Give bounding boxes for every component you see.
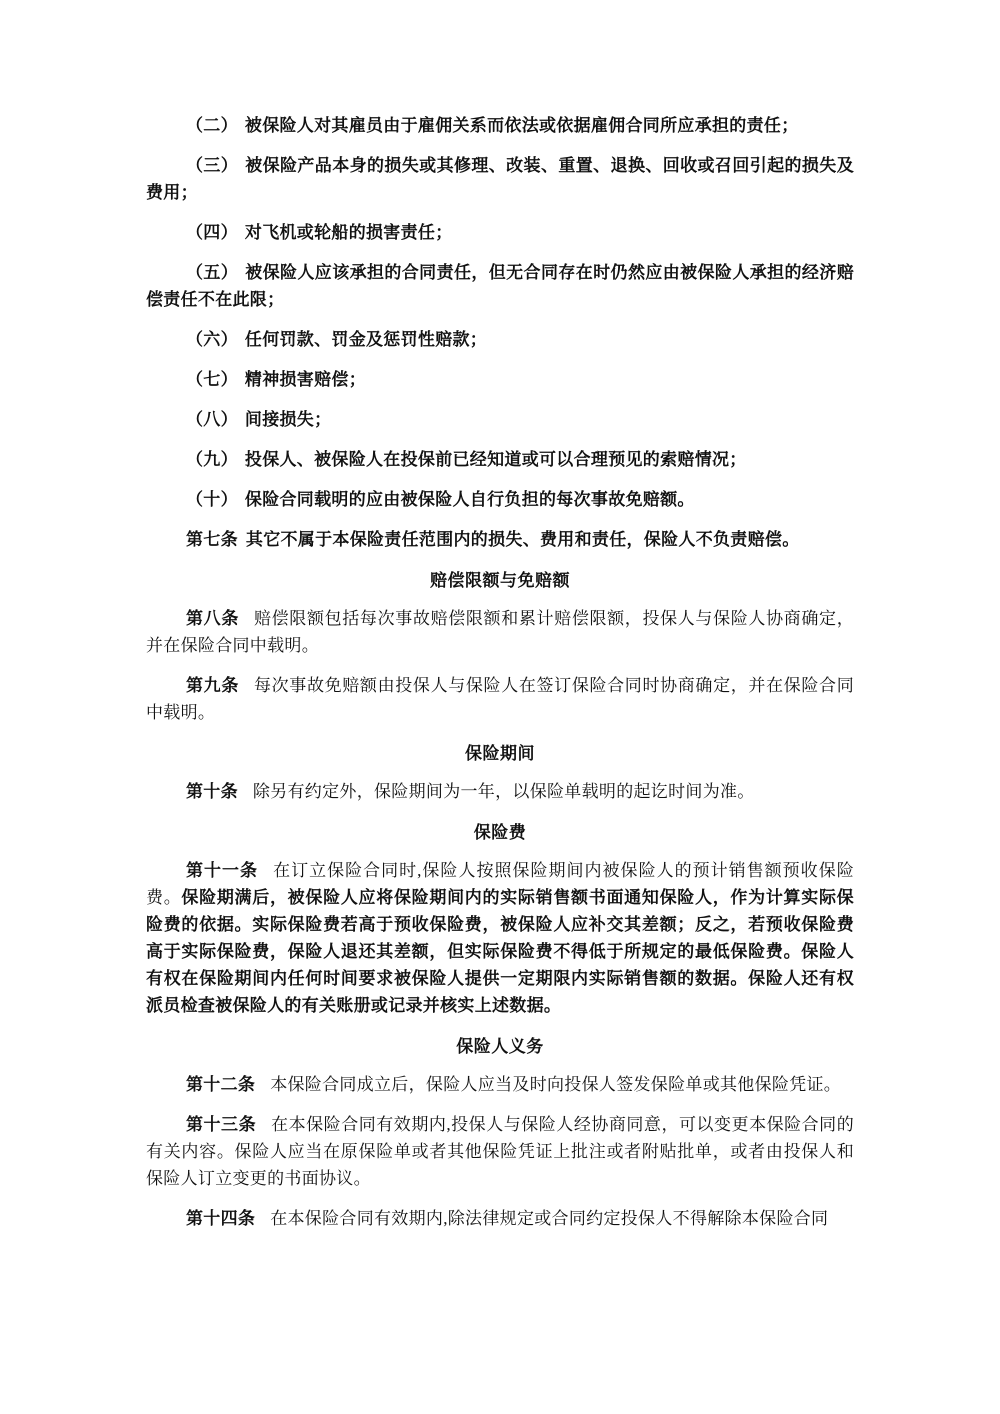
item-text: 保险合同载明的应由被保险人自行负担的每次事故免赔额。 <box>244 490 695 509</box>
item-number: （七） <box>186 370 238 389</box>
item-text: 对飞机或轮船的损害责任； <box>244 223 453 242</box>
article-number: 第十二条 <box>186 1075 256 1094</box>
item-text: 精神损害赔偿； <box>244 370 367 389</box>
article-14 <box>146 1205 854 1232</box>
item-number: （三） <box>186 156 239 175</box>
article-8 <box>146 605 854 659</box>
article-12 <box>146 1071 854 1098</box>
item-text: 投保人、被保险人在投保前已经知道或可以合理预见的索赔情况； <box>244 450 747 469</box>
clause-item-5 <box>146 259 854 313</box>
article-text-bold: 保险期满后，被保险人应将保险期间内的实际销售额书面通知保险人，作为计算实际保险费的依据。实际保险费若高于预收保险费，被保险人应补交其差额；反之，若预收保险费高于实际保险费，保险人退还其差额，但实际保险费不得低于所规定的最低保险费。保险人有权在保险期间内任何时间要求被保险人提供一定期限内实际销售额的数据。保险人还有权派员检查被保险人的有关账册或记录并核实上述数据。 <box>146 888 854 1015</box>
article-10 <box>146 778 854 805</box>
section-heading-insurer-obligations: 保险人义务 <box>456 1037 544 1056</box>
article-7 <box>146 526 854 553</box>
article-11 <box>146 857 854 1019</box>
article-13 <box>146 1111 854 1192</box>
clause-item-3 <box>146 152 854 206</box>
clause-item-8 <box>146 406 854 433</box>
item-text: 被保险产品本身的损失或其修理、改装、重置、退换、回收或召回引起的损失及费用； <box>146 156 855 202</box>
clause-item-6 <box>146 326 854 353</box>
item-number: （二） <box>186 116 238 135</box>
article-number: 第七条 <box>186 530 238 549</box>
clause-item-9 <box>146 446 854 473</box>
item-number: （八） <box>186 410 238 429</box>
article-number: 第十三条 <box>186 1115 257 1134</box>
clause-item-2 <box>146 112 854 139</box>
article-number: 第九条 <box>186 676 239 695</box>
section-heading-insurance-period: 保险期间 <box>465 744 535 763</box>
item-number: （五） <box>186 263 239 282</box>
item-number: （十） <box>186 490 238 509</box>
clause-item-10 <box>146 486 854 513</box>
section-heading-premium: 保险费 <box>473 823 527 842</box>
article-number: 第十一条 <box>186 861 259 880</box>
article-number: 第十四条 <box>186 1209 256 1228</box>
item-text: 任何罚款、罚金及惩罚性赔款； <box>244 330 488 349</box>
article-text: 其它不属于本保险责任范围内的损失、费用和责任，保险人不负责赔偿。 <box>245 530 800 549</box>
article-text: 每次事故免赔额由投保人与保险人在签订保险合同时协商确定，并在保险合同中载明。 <box>146 676 854 722</box>
article-number: 第八条 <box>186 609 239 628</box>
item-text: 间接损失； <box>244 410 332 429</box>
article-number: 第十条 <box>186 782 238 801</box>
section-heading-compensation-limit: 赔偿限额与免赔额 <box>430 571 570 590</box>
article-text: 赔偿限额包括每次事故赔偿限额和累计赔偿限额，投保人与保险人协商确定，并在保险合同中载明。 <box>146 609 854 655</box>
item-number: （九） <box>186 450 238 469</box>
item-number: （四） <box>186 223 238 242</box>
article-text: 本保险合同成立后，保险人应当及时向投保人签发保险单或其他保险凭证。 <box>270 1075 842 1094</box>
clause-item-4 <box>146 219 854 246</box>
article-text: 在本保险合同有效期内,投保人与保险人经协商同意，可以变更本保险合同的有关内容。保险人应当在原保险单或者其他保险凭证上批注或者附贴批单，或者由投保人和保险人订立变更的书面协议。 <box>146 1115 854 1188</box>
article-text-regular: 在订立保险合同时,保险人按照保险期间内被保险人的预计销售额预收保险费。 <box>146 861 855 907</box>
item-number: （六） <box>186 330 238 349</box>
clause-item-7 <box>146 366 854 393</box>
article-text: 除另有约定外，保险期间为一年，以保险单载明的起讫时间为准。 <box>252 782 755 801</box>
item-text: 被保险人对其雇员由于雇佣关系而依法或依据雇佣合同所应承担的责任； <box>244 116 799 135</box>
article-9 <box>146 672 854 726</box>
item-text: 被保险人应该承担的合同责任，但无合同存在时仍然应由被保险人承担的经济赔偿责任不在此限； <box>146 263 855 309</box>
article-text: 在本保险合同有效期内,除法律规定或合同约定投保人不得解除本保险合同 <box>270 1209 829 1228</box>
